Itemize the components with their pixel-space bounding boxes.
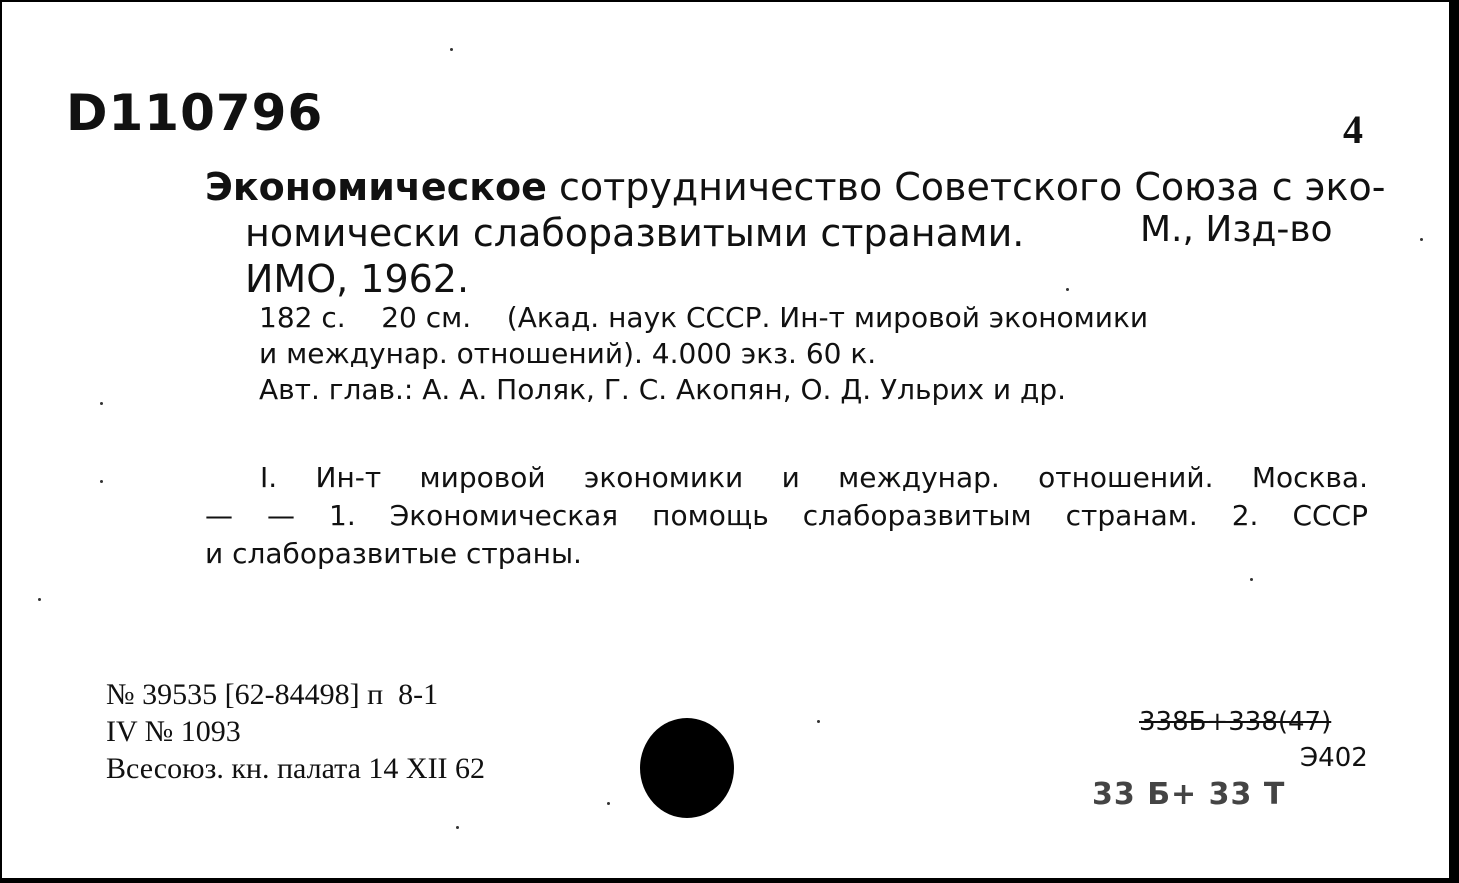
speck bbox=[456, 826, 459, 829]
speck bbox=[607, 802, 610, 805]
catalog-card bbox=[2, 2, 1449, 878]
speck bbox=[1066, 288, 1069, 291]
classification-handwritten: 33 Б+ 33 Т bbox=[1092, 777, 1286, 812]
title-line-2-right: М., Изд-во bbox=[1140, 209, 1333, 250]
speck bbox=[1420, 238, 1423, 241]
title-line-1 bbox=[205, 165, 1386, 209]
subjects-line-1: I. Ин-т мировой экономики и междунар. отношений. Москва. bbox=[260, 461, 1368, 494]
speck bbox=[450, 48, 453, 51]
description-line-2: и междунар. отношений). 4.000 экз. 60 к. bbox=[259, 337, 877, 370]
punch-hole bbox=[640, 718, 734, 818]
classification-struck: 338Б+338(47) bbox=[1139, 707, 1332, 737]
classification-code: Э402 bbox=[1300, 743, 1368, 773]
card-number: D110796 bbox=[66, 84, 324, 142]
speck bbox=[1250, 578, 1253, 581]
imprint-line-3: Всесоюз. кн. палата 14 XII 62 bbox=[106, 752, 486, 785]
page-number: 4 bbox=[1343, 107, 1363, 152]
description-line-1: 182 с. 20 см. (Акад. наук СССР. Ин-т мировой экономики bbox=[259, 301, 1149, 334]
imprint-line-1: № 39535 [62-84498] п 8-1 bbox=[106, 678, 439, 711]
speck bbox=[100, 480, 103, 483]
title-bold: Экономическое bbox=[205, 165, 547, 209]
description-line-3: Авт. глав.: А. А. Поляк, Г. С. Акопян, О. Д. Ульрих и др. bbox=[259, 373, 1067, 406]
title-line-2-left: номически слаборазвитыми странами. bbox=[245, 211, 1025, 255]
subjects-line-2: — — 1. Экономическая помощь слаборазвитым странам. 2. СССР bbox=[205, 499, 1368, 532]
speck bbox=[100, 402, 103, 405]
speck bbox=[817, 720, 820, 723]
title-line-1-rest: сотрудничество Советского Союза с эко- bbox=[558, 165, 1386, 209]
subjects-line-3: и слаборазвитые страны. bbox=[205, 537, 582, 570]
imprint-line-2: IV № 1093 bbox=[106, 715, 241, 748]
title-line-3: ИМО, 1962. bbox=[245, 257, 470, 301]
speck bbox=[38, 598, 41, 601]
